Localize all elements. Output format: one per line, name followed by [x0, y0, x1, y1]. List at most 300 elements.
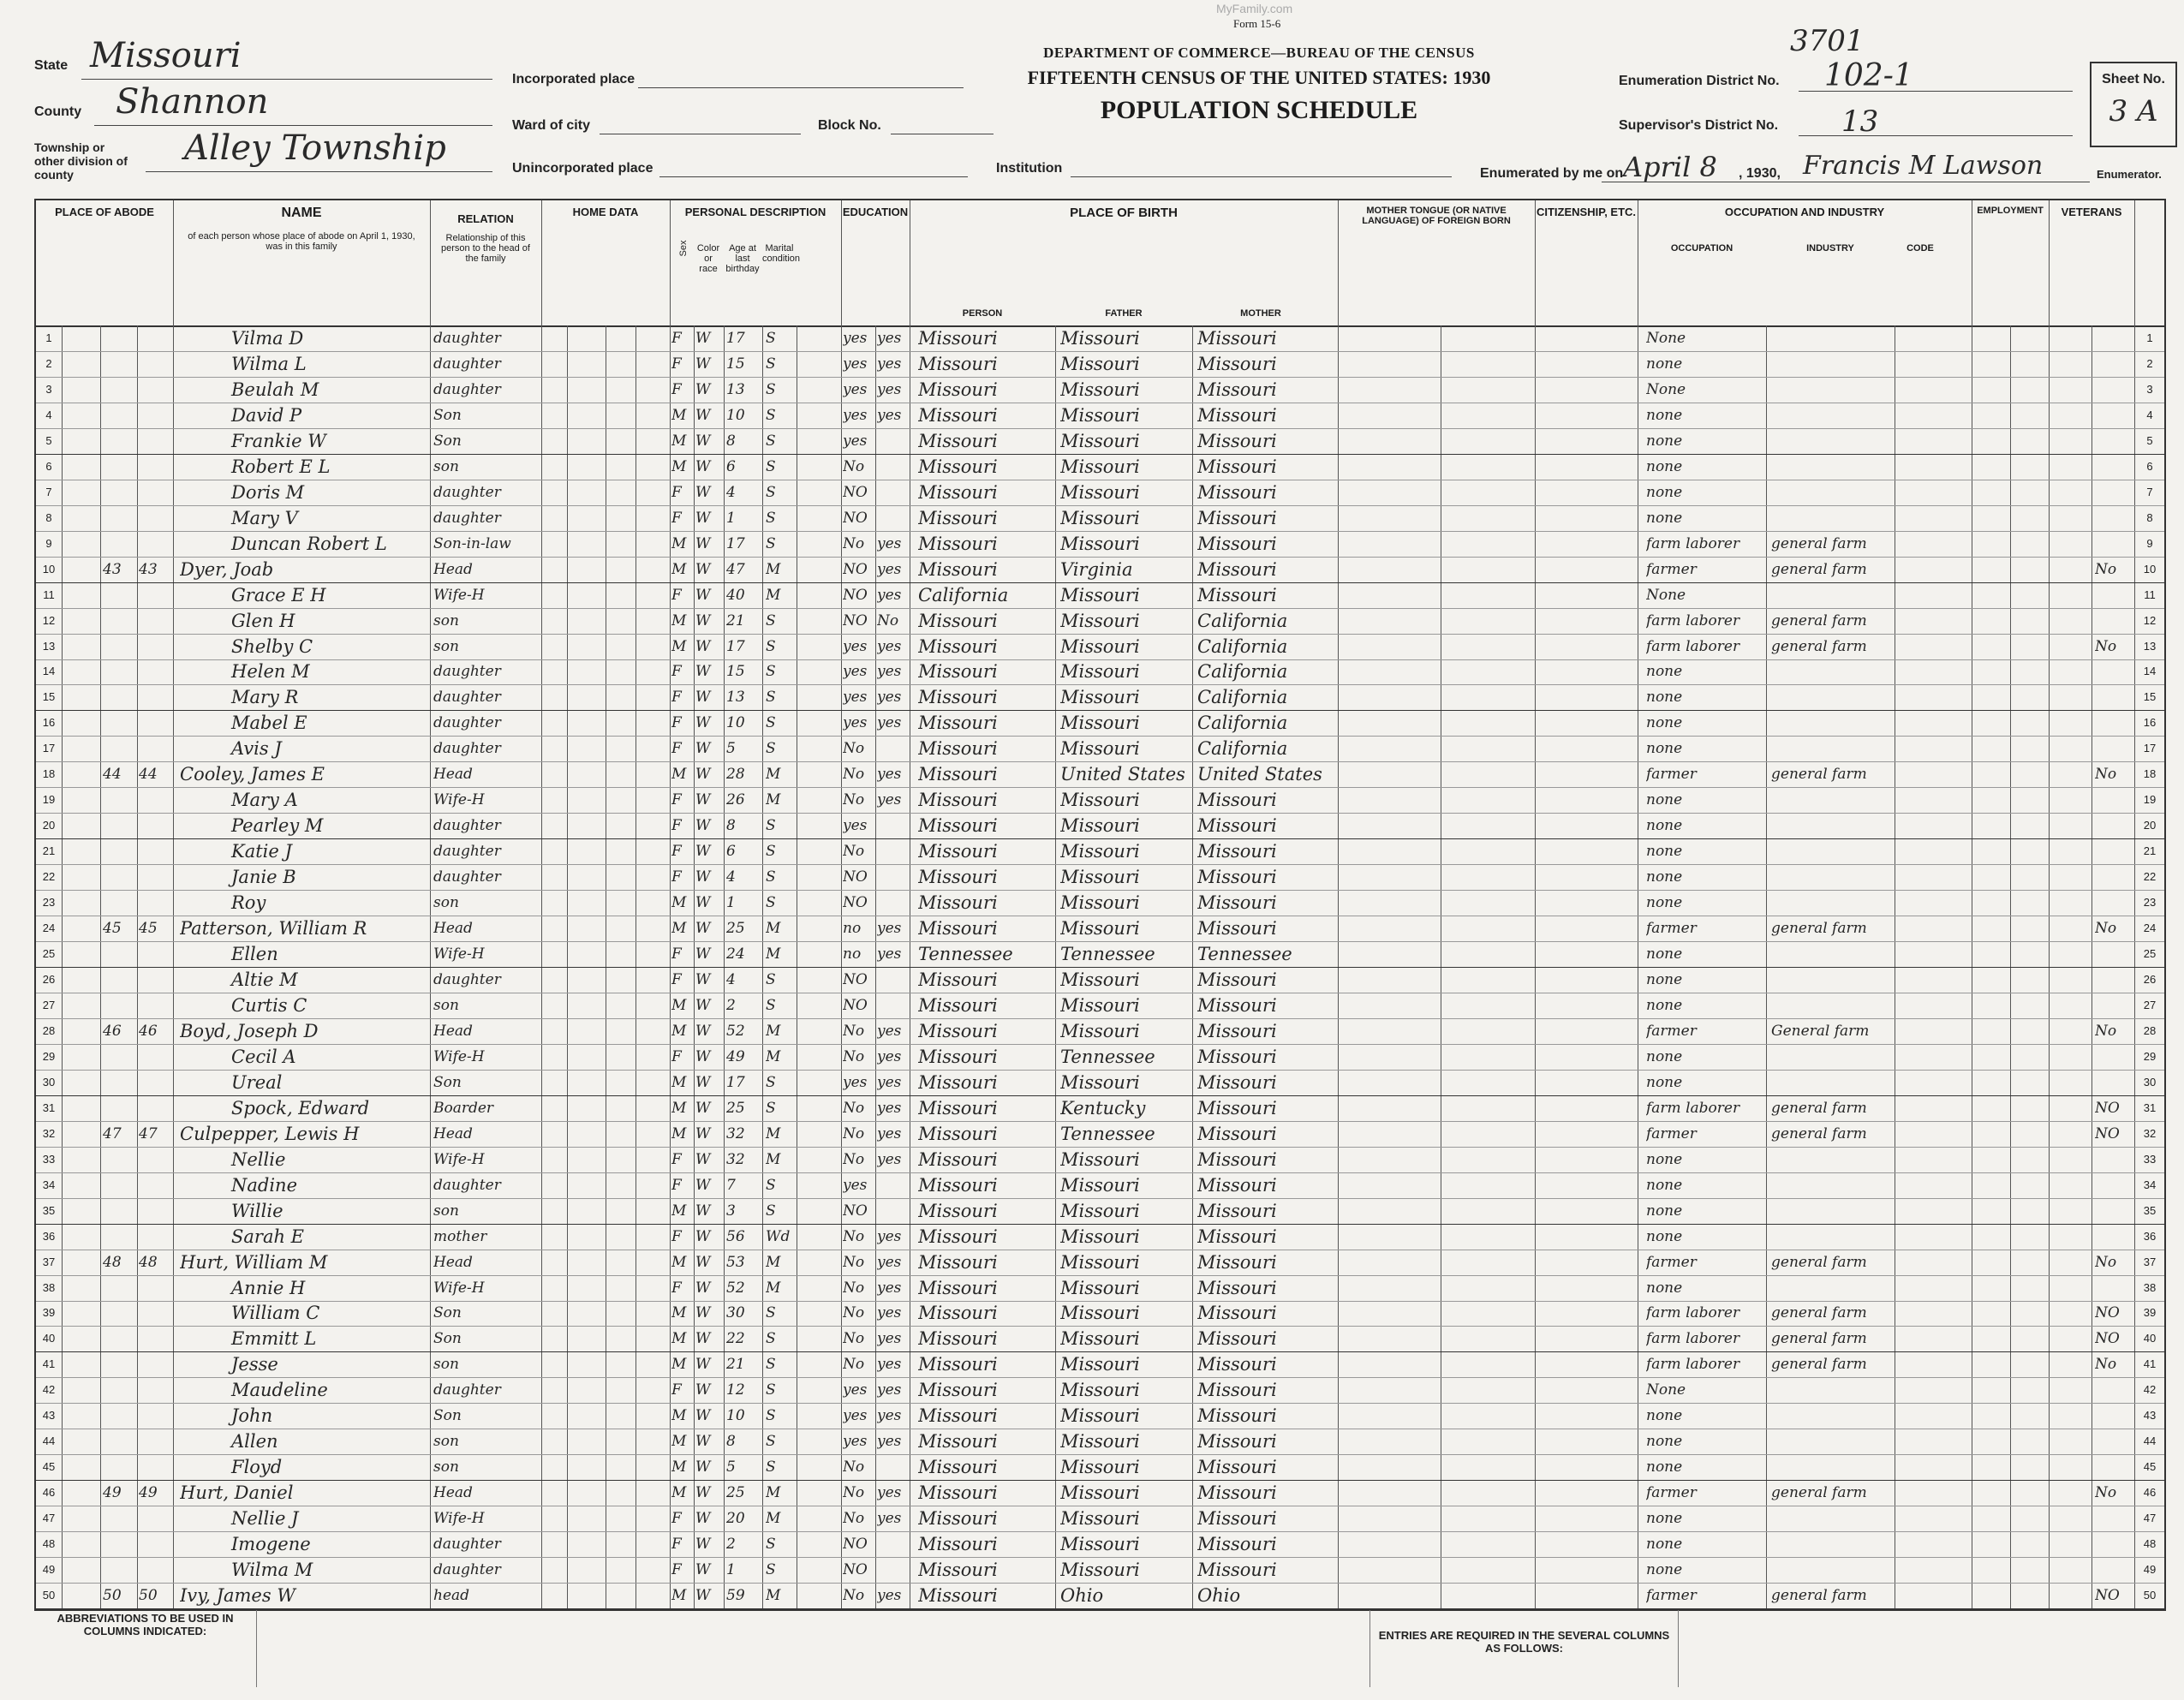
table-row — [36, 890, 2164, 916]
industry: general farm — [1771, 920, 1867, 938]
occupation: none — [1646, 432, 1683, 450]
attended-school: No — [843, 1099, 865, 1117]
veteran — [2095, 787, 2133, 813]
line-number-right: 16 — [2143, 716, 2157, 730]
can-read: yes — [877, 1356, 902, 1374]
line-number: 6 — [45, 459, 52, 473]
watermark-text: MyFamily.com — [1216, 2, 1293, 15]
birthplace-mother: Missouri — [1197, 1174, 1277, 1196]
age: 25 — [726, 920, 745, 938]
industry — [1771, 505, 1893, 531]
marital-status: M — [766, 1279, 781, 1297]
enumeration-line — [1799, 91, 2073, 92]
table-row — [36, 1531, 2164, 1558]
industry: General farm — [1771, 1022, 1870, 1040]
dwelling-number — [103, 1403, 135, 1429]
dwelling-number — [103, 1044, 135, 1070]
occupation: None — [1646, 586, 1686, 604]
veteran: No — [2095, 766, 2117, 784]
family-number — [139, 1275, 171, 1301]
marital-status: S — [766, 432, 776, 450]
can-read — [877, 1454, 909, 1480]
dwelling-number — [103, 1506, 135, 1531]
dwelling-number: 50 — [103, 1587, 122, 1605]
birthplace-person: Missouri — [918, 507, 998, 528]
birthplace-father: Missouri — [1060, 456, 1140, 477]
entries-box — [1370, 1610, 1679, 1687]
age: 1 — [726, 1561, 736, 1579]
sex: F — [671, 971, 682, 988]
sex: F — [671, 791, 682, 809]
can-read: yes — [877, 586, 902, 604]
dwelling-number — [103, 1275, 135, 1301]
marital-column: Marital condition — [762, 243, 801, 264]
birthplace-person: Missouri — [918, 328, 998, 349]
attended-school: no — [843, 920, 862, 938]
person-name: Beulah M — [231, 379, 319, 400]
race: W — [695, 1407, 711, 1425]
veteran — [2095, 1403, 2133, 1429]
birthplace-person: Missouri — [918, 1251, 998, 1273]
family-number — [139, 736, 171, 761]
race: W — [695, 1484, 711, 1502]
birthplace-father: Missouri — [1060, 1457, 1140, 1478]
occupation: farmer — [1646, 1484, 1697, 1502]
enumerator-label: Enumerator. — [2097, 168, 2162, 181]
birthplace-person: Missouri — [918, 610, 998, 631]
enumeration-district-value: 102-1 — [1824, 58, 1913, 93]
line-number: 46 — [42, 1486, 56, 1500]
birthplace-person: Missouri — [918, 790, 998, 811]
line-number-right: 14 — [2143, 665, 2157, 678]
sex: M — [671, 1330, 687, 1348]
line-number-right: 35 — [2143, 1203, 2157, 1217]
birthplace-person: Missouri — [918, 1380, 998, 1401]
birthplace-person: Missouri — [918, 1328, 998, 1350]
birthplace-father: Missouri — [1060, 790, 1140, 811]
birthplace-father: Missouri — [1060, 1303, 1140, 1324]
age: 15 — [726, 355, 745, 373]
birthplace-father: Virginia — [1060, 558, 1133, 580]
attended-school: NO — [843, 483, 868, 501]
marital-status: S — [766, 1099, 776, 1117]
race: W — [695, 1124, 711, 1142]
table-row — [36, 1506, 2164, 1532]
age: 26 — [726, 791, 745, 809]
industry — [1771, 582, 1893, 608]
table-row — [36, 480, 2164, 506]
person-name: Nellie J — [231, 1508, 299, 1530]
occupation: farm laborer — [1646, 534, 1740, 552]
person-name: Floyd — [231, 1457, 283, 1478]
person-name: Maudeline — [231, 1380, 328, 1401]
veteran — [2095, 1557, 2133, 1583]
can-read — [877, 428, 909, 454]
line-number: 47 — [42, 1512, 56, 1525]
sex: M — [671, 1587, 687, 1605]
dwelling-number: 45 — [103, 920, 122, 938]
attended-school: NO — [843, 509, 868, 527]
line-number-right: 24 — [2143, 922, 2157, 935]
marital-status: S — [766, 534, 776, 552]
marital-status: M — [766, 791, 781, 809]
race: W — [695, 534, 711, 552]
marital-status: M — [766, 1587, 781, 1605]
birthplace-mother: Missouri — [1197, 1405, 1277, 1427]
state-label: State — [34, 58, 69, 73]
table-row — [36, 941, 2164, 968]
relation: Son — [433, 1330, 462, 1348]
birthplace-mother: California — [1197, 738, 1288, 760]
occupation: none — [1646, 843, 1683, 861]
relation: Son-in-law — [433, 534, 511, 552]
sex: F — [671, 586, 682, 604]
marital-status: M — [766, 586, 781, 604]
line-number: 2 — [45, 356, 52, 370]
line-number: 25 — [42, 947, 56, 961]
dwelling-number — [103, 1351, 135, 1377]
dwelling-number — [103, 1070, 135, 1095]
line-number-right: 41 — [2143, 1357, 2157, 1371]
veteran: No — [2095, 1022, 2117, 1040]
enumerated-year: , 1930, — [1739, 166, 1781, 181]
sheet-value: 3 A — [2109, 94, 2158, 128]
race: W — [695, 1356, 711, 1374]
form-number: Form 15-6 — [1233, 17, 1281, 30]
dwelling-number — [103, 1429, 135, 1454]
industry — [1771, 736, 1893, 761]
person-name: Vilma D — [231, 328, 304, 349]
attended-school: No — [843, 791, 865, 809]
sex: F — [671, 1150, 682, 1168]
dwelling-number: 48 — [103, 1253, 122, 1271]
footer-instructions — [34, 1610, 2163, 1691]
dwelling-number — [103, 1454, 135, 1480]
age: 6 — [726, 843, 736, 861]
can-read: yes — [877, 920, 902, 938]
family-number — [139, 428, 171, 454]
line-number-right: 37 — [2143, 1255, 2157, 1268]
line-number-right: 29 — [2143, 1049, 2157, 1063]
veteran — [2095, 582, 2133, 608]
sex: M — [671, 1124, 687, 1142]
industry — [1771, 813, 1893, 838]
relation: head — [433, 1587, 470, 1605]
attended-school: yes — [843, 1407, 868, 1425]
relation: Wife-H — [433, 945, 485, 963]
veteran: No — [2095, 1356, 2117, 1374]
marital-status: S — [766, 1381, 776, 1399]
line-number-right: 2 — [2146, 356, 2153, 370]
attended-school: No — [843, 1510, 865, 1528]
table-row — [36, 1147, 2164, 1173]
can-read: yes — [877, 945, 902, 963]
line-number-right: 28 — [2143, 1023, 2157, 1037]
age: 30 — [726, 1304, 745, 1322]
line-number: 36 — [42, 1229, 56, 1243]
veteran — [2095, 710, 2133, 736]
attended-school: No — [843, 1587, 865, 1605]
age: 25 — [726, 1099, 745, 1117]
person-name: Curtis C — [231, 994, 307, 1016]
line-number-right: 7 — [2146, 485, 2153, 498]
dwelling-number — [103, 325, 135, 351]
can-read: yes — [877, 766, 902, 784]
industry — [1771, 1147, 1893, 1172]
age: 21 — [726, 1356, 745, 1374]
can-read: yes — [877, 663, 902, 681]
marital-status: S — [766, 1330, 776, 1348]
age: 1 — [726, 509, 736, 527]
race: W — [695, 945, 711, 963]
birthplace-person: Missouri — [918, 481, 998, 503]
table-row — [36, 531, 2164, 558]
sex: M — [671, 1484, 687, 1502]
birthplace-father: Missouri — [1060, 713, 1140, 734]
age: 17 — [726, 637, 745, 655]
veteran — [2095, 403, 2133, 428]
dwelling-number — [103, 1531, 135, 1557]
marital-status: S — [766, 457, 776, 475]
attended-school: NO — [843, 1536, 868, 1554]
can-read — [877, 736, 909, 761]
race: W — [695, 1047, 711, 1065]
family-number — [139, 454, 171, 480]
family-number — [139, 1377, 171, 1403]
industry — [1771, 480, 1893, 505]
enumerator-name: Francis M Lawson — [1803, 151, 2044, 181]
birthplace-mother: Missouri — [1197, 1200, 1277, 1221]
sex: M — [671, 637, 687, 655]
birthplace-father: Missouri — [1060, 1560, 1140, 1581]
occupation: none — [1646, 1561, 1683, 1579]
veteran — [2095, 480, 2133, 505]
relation: Wife-H — [433, 1279, 485, 1297]
veteran — [2095, 351, 2133, 377]
birthplace-person: Missouri — [918, 1123, 998, 1144]
race: W — [695, 1202, 711, 1220]
dwelling-number — [103, 1198, 135, 1224]
person-name: Hurt, William M — [180, 1251, 328, 1273]
dwelling-number — [103, 813, 135, 838]
line-number-right: 5 — [2146, 433, 2153, 447]
veteran — [2095, 1224, 2133, 1250]
group-place-of-birth: PLACE OF BIRTH — [1070, 206, 1178, 220]
marital-status: S — [766, 1202, 776, 1220]
birthplace-mother: Missouri — [1197, 1226, 1277, 1247]
veteran: NO — [2095, 1099, 2120, 1117]
birth-mother-column: MOTHER — [1240, 308, 1281, 319]
race: W — [695, 1536, 711, 1554]
col-sep — [1535, 200, 1536, 325]
birthplace-person: Missouri — [918, 1560, 998, 1581]
line-number: 13 — [42, 639, 56, 653]
group-relation: RELATION — [457, 212, 514, 225]
veteran: No — [2095, 1253, 2117, 1271]
sex: M — [671, 1073, 687, 1091]
birthplace-father: Missouri — [1060, 1508, 1140, 1530]
birthplace-mother: Missouri — [1197, 1380, 1277, 1401]
age: 32 — [726, 1150, 745, 1168]
veteran — [2095, 813, 2133, 838]
relation: Head — [433, 920, 473, 938]
unincorporated-label: Unincorporated place — [512, 161, 653, 176]
veteran — [2095, 1506, 2133, 1531]
attended-school: yes — [843, 330, 868, 347]
attended-school: No — [843, 1304, 865, 1322]
industry — [1771, 993, 1893, 1018]
race: W — [695, 740, 711, 758]
industry — [1771, 1224, 1893, 1250]
birthplace-person: Missouri — [918, 456, 998, 477]
birthplace-person: Missouri — [918, 1174, 998, 1196]
race: W — [695, 1330, 711, 1348]
can-read: yes — [877, 380, 902, 398]
line-number: 8 — [45, 510, 52, 524]
relation: daughter — [433, 483, 501, 501]
sex: M — [671, 996, 687, 1014]
race: W — [695, 1073, 711, 1091]
birthplace-mother: Missouri — [1197, 481, 1277, 503]
line-number: 42 — [42, 1383, 56, 1397]
veteran — [2095, 967, 2133, 993]
attended-school: NO — [843, 971, 868, 988]
line-number: 37 — [42, 1255, 56, 1268]
relation: daughter — [433, 380, 501, 398]
marital-status: S — [766, 714, 776, 732]
marital-status: M — [766, 1047, 781, 1065]
race: W — [695, 1561, 711, 1579]
table-row — [36, 1300, 2164, 1327]
age: 2 — [726, 1536, 736, 1554]
sex-column: Sex — [678, 240, 689, 257]
birthplace-person: Tennessee — [918, 944, 1013, 965]
line-number: 27 — [42, 998, 56, 1011]
relation: son — [433, 1356, 459, 1374]
supervisor-line — [1799, 135, 2073, 136]
veteran: NO — [2095, 1304, 2120, 1322]
table-row — [36, 428, 2164, 455]
sex: F — [671, 483, 682, 501]
line-number-right: 49 — [2143, 1563, 2157, 1577]
race: W — [695, 971, 711, 988]
birthplace-father: Tennessee — [1060, 1123, 1155, 1144]
table-row — [36, 1351, 2164, 1378]
can-read: yes — [877, 689, 902, 707]
attended-school: yes — [843, 1433, 868, 1451]
attended-school: No — [843, 457, 865, 475]
attended-school: yes — [843, 406, 868, 424]
occupation: none — [1646, 689, 1683, 707]
sex: F — [671, 380, 682, 398]
birthplace-mother: Missouri — [1197, 430, 1277, 451]
can-read: yes — [877, 1381, 902, 1399]
family-number — [139, 813, 171, 838]
family-number — [139, 993, 171, 1018]
birthplace-father: Tennessee — [1060, 944, 1155, 965]
table-row — [36, 557, 2164, 583]
occupation: none — [1646, 1458, 1683, 1476]
birthplace-mother: California — [1197, 713, 1288, 734]
occupation: farm laborer — [1646, 1099, 1740, 1117]
line-number-right: 23 — [2143, 896, 2157, 910]
birthplace-mother: United States — [1197, 764, 1322, 785]
state-line — [81, 79, 492, 80]
sex: F — [671, 1536, 682, 1554]
table-row — [36, 1095, 2164, 1122]
family-number: 47 — [139, 1124, 158, 1142]
age: 8 — [726, 817, 736, 835]
birthplace-person: Missouri — [918, 867, 998, 888]
line-number-right: 48 — [2143, 1537, 2157, 1551]
person-name: Shelby C — [231, 635, 313, 657]
line-number: 35 — [42, 1203, 56, 1217]
birthplace-father: Missouri — [1060, 1482, 1140, 1504]
can-read: yes — [877, 1150, 902, 1168]
can-read: yes — [877, 1407, 902, 1425]
veteran — [2095, 1454, 2133, 1480]
marital-status: S — [766, 971, 776, 988]
birthplace-father: Missouri — [1060, 1174, 1140, 1196]
relation: Son — [433, 1304, 462, 1322]
department-title: DEPARTMENT OF COMMERCE—BUREAU OF THE CENSUS — [1043, 45, 1475, 61]
birthplace-father: Missouri — [1060, 738, 1140, 760]
person-name: Ellen — [231, 944, 278, 965]
marital-status: S — [766, 1407, 776, 1425]
age: 13 — [726, 380, 745, 398]
line-number: 49 — [42, 1563, 56, 1577]
age: 17 — [726, 1073, 745, 1091]
birthplace-person: Missouri — [918, 1534, 998, 1555]
can-read — [877, 1172, 909, 1198]
relation: Head — [433, 766, 473, 784]
industry: general farm — [1771, 1356, 1867, 1374]
line-number: 4 — [45, 408, 52, 421]
table-row — [36, 1454, 2164, 1481]
relation: Head — [433, 1253, 473, 1271]
industry — [1771, 684, 1893, 710]
veteran: NO — [2095, 1330, 2120, 1348]
race: W — [695, 1381, 711, 1399]
person-name: Cooley, James E — [180, 764, 325, 785]
dwelling-number — [103, 1557, 135, 1583]
table-row — [36, 608, 2164, 635]
can-read: yes — [877, 1124, 902, 1142]
occupation: farm laborer — [1646, 637, 1740, 655]
industry: general farm — [1771, 1124, 1867, 1142]
relation: Wife-H — [433, 1150, 485, 1168]
birthplace-mother: Missouri — [1197, 1097, 1277, 1118]
industry — [1771, 864, 1893, 890]
industry — [1771, 1429, 1893, 1454]
race: W — [695, 1458, 711, 1476]
family-number — [139, 941, 171, 967]
birthplace-mother: Missouri — [1197, 841, 1277, 862]
race: W — [695, 894, 711, 912]
attended-school: yes — [843, 432, 868, 450]
race: W — [695, 1304, 711, 1322]
marital-status: S — [766, 1073, 776, 1091]
birthplace-mother: Missouri — [1197, 1431, 1277, 1452]
attended-school: yes — [843, 689, 868, 707]
attended-school: No — [843, 1356, 865, 1374]
line-number-right: 38 — [2143, 1280, 2157, 1294]
birthplace-person: Missouri — [918, 1354, 998, 1375]
can-read — [877, 480, 909, 505]
attended-school: yes — [843, 714, 868, 732]
dwelling-number — [103, 710, 135, 736]
supervisor-district-value: 13 — [1841, 104, 1879, 139]
